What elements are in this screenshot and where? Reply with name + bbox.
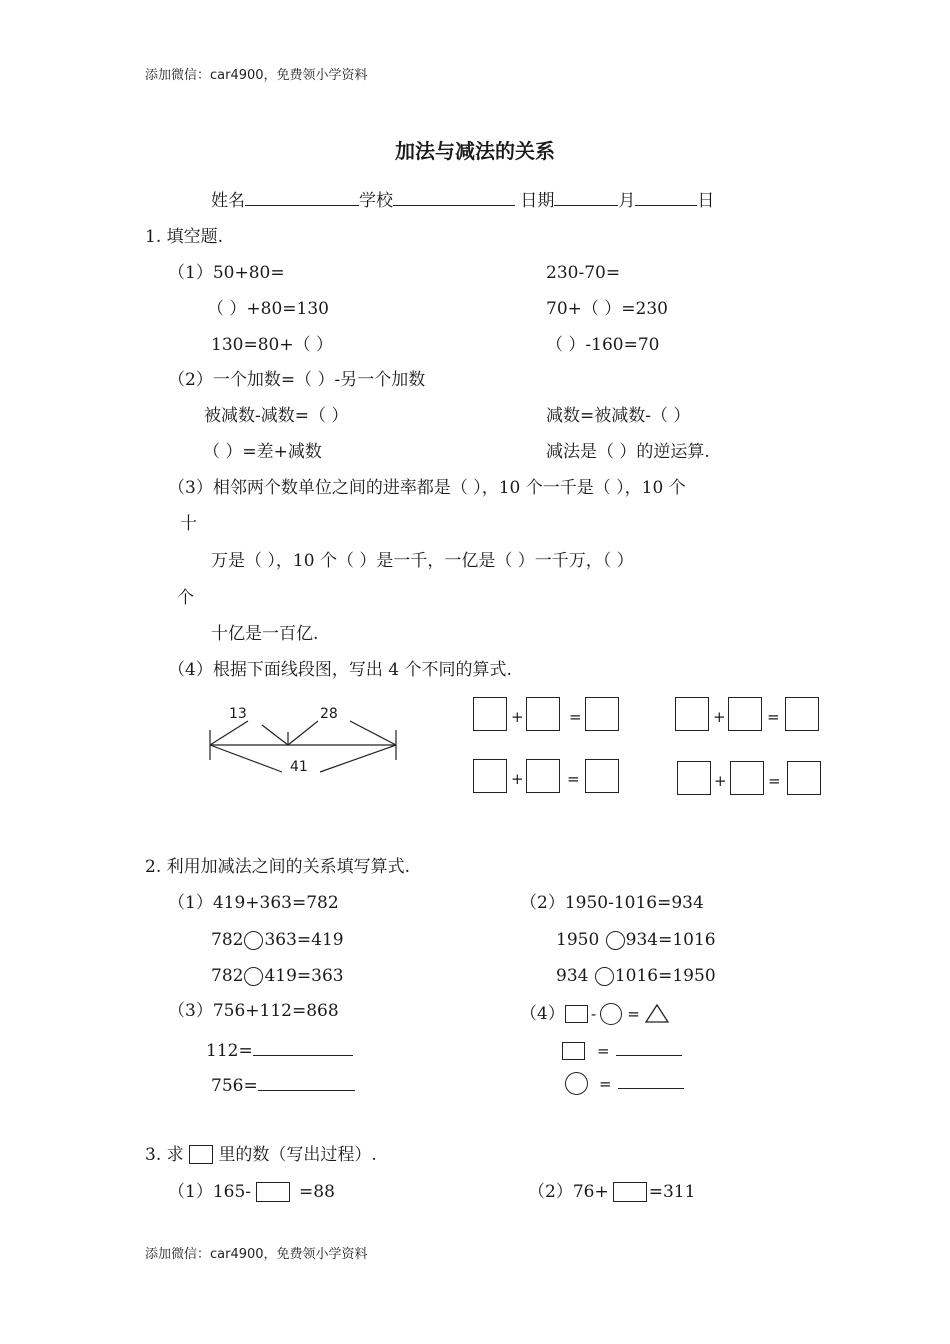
day-label: 日 xyxy=(697,191,715,211)
q2-p2-b-left: 1950 xyxy=(556,930,600,950)
q2-p2-c xyxy=(556,967,716,986)
q1-p1-c: （ ）+80=130 xyxy=(207,299,329,319)
q1-heading: 1. 填空题. xyxy=(145,227,224,247)
q3-p2 xyxy=(528,1182,695,1202)
q2-p4-eq2: = xyxy=(597,1042,610,1060)
q2-p4-row1 xyxy=(520,1003,670,1025)
eq4-box-c[interactable] xyxy=(787,761,821,795)
q2-p4-square-blank[interactable] xyxy=(616,1039,682,1056)
brace-13-left xyxy=(210,721,248,745)
eq1-equals: = xyxy=(569,708,582,726)
q1-p3-b: 十 xyxy=(180,514,197,534)
q1-p3-c: 万是（ ），10 个（ ）是一千，一亿是（ ）一千万，（ ） xyxy=(211,551,634,571)
q1-p2-a: （2）一个加数=（ ）-另一个加数 xyxy=(168,370,426,390)
q3-p1-a: （1）165- xyxy=(168,1182,252,1202)
q1-p1-d: 70+（ ）=230 xyxy=(546,299,668,319)
month-label: 月 xyxy=(618,191,636,211)
school-label: 学校 xyxy=(359,191,393,211)
eq2-box-c[interactable] xyxy=(785,697,819,731)
eq2-plus: + xyxy=(713,708,726,726)
q1-p3-e: 十亿是一百亿. xyxy=(211,624,319,644)
q2-p3-c xyxy=(211,1074,355,1095)
eq3-box-c[interactable] xyxy=(585,759,619,793)
q2-p1-b xyxy=(211,931,344,950)
q2-p3-c-label: 756= xyxy=(211,1076,258,1096)
q3-box-icon xyxy=(189,1145,213,1164)
day-blank[interactable] xyxy=(635,190,697,206)
q1-p4-a: （4）根据下面线段图，写出 4 个不同的算式. xyxy=(168,660,512,680)
eq1-box-b[interactable] xyxy=(526,697,560,731)
eq4-box-b[interactable] xyxy=(730,761,764,795)
footer-note: 添加微信：car4900，免费领小学资料 xyxy=(145,1247,368,1262)
square-shape-icon xyxy=(565,1005,588,1023)
q3-p1-b: =88 xyxy=(299,1182,335,1202)
q1-p3-d: 个 xyxy=(177,588,194,608)
q2-p3-a: （3）756+112=868 xyxy=(168,1001,339,1021)
q3-p2-box[interactable] xyxy=(613,1182,647,1202)
brace-13-right xyxy=(262,725,288,745)
q2-p1-c-right: 419=363 xyxy=(264,966,344,986)
operator-circle-2[interactable] xyxy=(244,967,263,986)
eq1-box-a[interactable] xyxy=(473,697,507,731)
q1-p2-c: 减数=被减数-（ ） xyxy=(546,406,691,426)
eq1-plus: + xyxy=(511,708,524,726)
eq4-box-a[interactable] xyxy=(677,761,711,795)
page-title: 加法与减法的关系 xyxy=(395,139,555,163)
brace-41-left xyxy=(210,745,282,772)
eq2-equals: = xyxy=(767,708,780,726)
q2-heading: 2. 利用加减法之间的关系填写算式. xyxy=(145,857,411,877)
q3-p2-a: （2）76+ xyxy=(528,1182,609,1202)
q2-p1-a: （1）419+363=782 xyxy=(168,893,339,913)
q2-p1-b-left: 782 xyxy=(211,930,244,950)
name-label: 姓名 xyxy=(211,191,245,211)
eq4-equals: = xyxy=(768,772,781,790)
seg-label-13: 13 xyxy=(229,706,247,722)
q2-p3-b xyxy=(206,1039,353,1060)
operator-circle-3[interactable] xyxy=(606,931,625,950)
q1-p1-f: （ ）-160=70 xyxy=(546,335,660,355)
operator-circle-1[interactable] xyxy=(244,931,263,950)
q1-p1-b: 230-70= xyxy=(546,263,621,283)
brace-41-right xyxy=(320,745,396,772)
q1-p3-a: （3）相邻两个数单位之间的进率都是（ ），10 个一千是（ ），10 个 xyxy=(168,478,686,498)
q1-p1-e: 130=80+（ ） xyxy=(211,335,333,355)
brace-28-right xyxy=(350,721,396,745)
eq2-box-b[interactable] xyxy=(728,697,762,731)
q3-heading xyxy=(145,1145,377,1164)
q2-p4-eq1: = xyxy=(627,1005,640,1023)
q2-p2-a: （2）1950-1016=934 xyxy=(520,893,704,913)
brace-28-left xyxy=(288,721,318,745)
q3-heading-a: 3. 求 xyxy=(145,1145,184,1165)
q2-p2-c-left: 934 xyxy=(556,966,589,986)
q2-p1-c xyxy=(211,967,344,986)
q2-p3-b-label: 112= xyxy=(206,1041,253,1061)
q2-p4-eq3: = xyxy=(599,1075,612,1093)
eq3-box-a[interactable] xyxy=(473,759,507,793)
school-blank[interactable] xyxy=(393,190,515,206)
q2-p4-minus: - xyxy=(590,1005,597,1023)
q2-p2-c-right: 1016=1950 xyxy=(614,966,716,986)
q1-p1-a: （1）50+80= xyxy=(168,263,285,283)
eq4-plus: + xyxy=(714,772,727,790)
eq2-box-a[interactable] xyxy=(675,697,709,731)
q2-p2-b-right: 934=1016 xyxy=(625,930,716,950)
q1-p2-d: （ ）=差+减数 xyxy=(203,442,322,462)
eq3-plus: + xyxy=(511,770,524,788)
eq3-box-b[interactable] xyxy=(526,759,560,793)
q2-p4-label: （4） xyxy=(520,1004,565,1024)
q3-heading-b: 里的数（写出过程）. xyxy=(218,1145,377,1165)
q2-p4-row2 xyxy=(562,1039,682,1060)
q2-p3-c-blank[interactable] xyxy=(258,1074,355,1091)
q2-p1-c-left: 782 xyxy=(211,966,244,986)
q3-p2-b: =311 xyxy=(648,1182,696,1202)
date-label: 日期 xyxy=(520,191,555,211)
operator-circle-4[interactable] xyxy=(595,967,614,986)
q3-p1-box[interactable] xyxy=(256,1182,290,1202)
q3-p1 xyxy=(168,1182,335,1202)
q1-p2-e: 减法是（ ）的逆运算. xyxy=(546,442,710,462)
q2-p2-b xyxy=(556,931,716,950)
eq3-equals: = xyxy=(567,770,580,788)
info-line xyxy=(211,190,714,210)
circle-shape-icon xyxy=(600,1003,622,1025)
seg-label-41: 41 xyxy=(290,759,308,775)
q1-p2-b: 被减数-减数=（ ） xyxy=(204,406,349,426)
q2-p3-b-blank[interactable] xyxy=(253,1039,353,1056)
q2-p4-circle-blank[interactable] xyxy=(618,1072,684,1089)
seg-label-28: 28 xyxy=(320,706,338,722)
name-blank[interactable] xyxy=(245,190,359,206)
eq1-box-c[interactable] xyxy=(585,697,619,731)
header-note: 添加微信：car4900，免费领小学资料 xyxy=(145,68,368,83)
square-shape-icon-2 xyxy=(562,1042,585,1060)
q2-p4-row3 xyxy=(564,1072,684,1095)
triangle-shape-icon xyxy=(644,1003,670,1023)
month-blank[interactable] xyxy=(554,190,618,206)
q2-p1-b-right: 363=419 xyxy=(264,930,344,950)
circle-shape-icon-2 xyxy=(565,1072,588,1095)
